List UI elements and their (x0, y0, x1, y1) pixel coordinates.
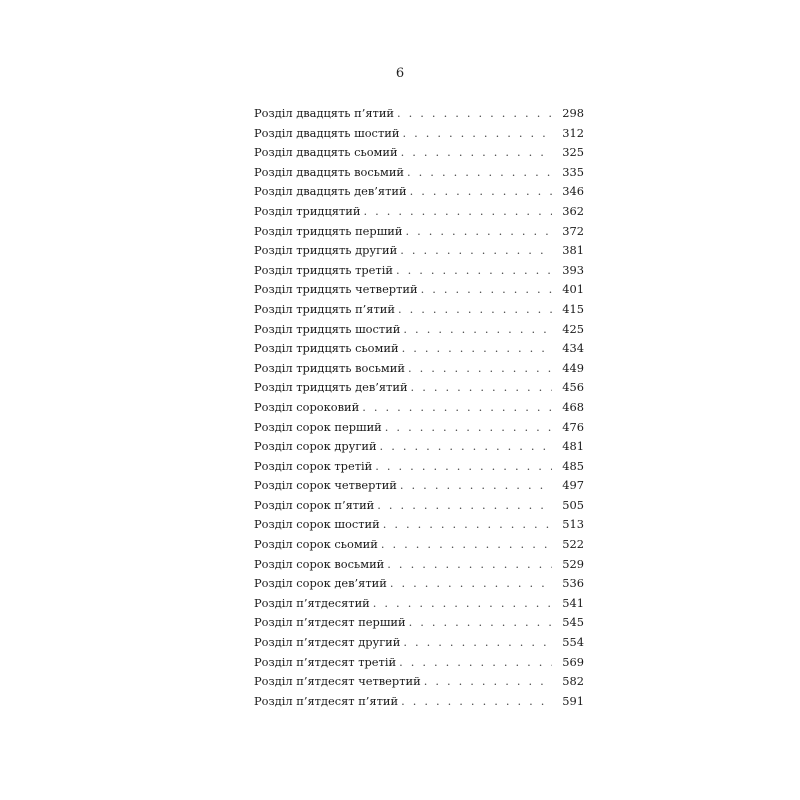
dot-leader (398, 300, 552, 320)
chapter-title: Розділ п’ятдесят четвертий (254, 674, 421, 689)
chapter-title: Розділ сорок шостий (254, 517, 380, 532)
chapter-title: Розділ тридцять другий (254, 243, 398, 258)
chapter-page-number: 591 (562, 693, 584, 708)
chapter-page-number: 312 (562, 125, 584, 140)
chapter-title: Розділ тридцять перший (254, 223, 403, 238)
chapter-title: Розділ п’ятдесят третій (254, 654, 397, 669)
dot-leader (400, 476, 552, 496)
chapter-page-number: 485 (562, 458, 584, 473)
dot-leader (401, 143, 552, 163)
dot-leader (400, 241, 552, 261)
toc-entry (254, 633, 584, 653)
toc-entry (254, 594, 584, 614)
toc-entry (254, 359, 584, 379)
chapter-page-number: 536 (562, 576, 584, 591)
toc-entry (254, 202, 584, 222)
dot-leader (405, 222, 552, 242)
chapter-page-number: 582 (562, 674, 584, 689)
dot-leader (396, 261, 552, 281)
chapter-title: Розділ тридцять третій (254, 262, 393, 277)
chapter-title: Розділ сорок перший (254, 419, 382, 434)
toc-entry (254, 653, 584, 673)
dot-leader (390, 574, 552, 594)
dot-leader (421, 280, 552, 300)
dot-leader (424, 672, 552, 692)
dot-leader (373, 594, 552, 614)
chapter-title: Розділ сороковий (254, 399, 360, 414)
dot-leader (408, 359, 552, 379)
chapter-title: Розділ п’ятдесят другий (254, 635, 401, 650)
toc-entry (254, 535, 584, 555)
chapter-title: Розділ сорок четвертий (254, 478, 397, 493)
chapter-page-number: 415 (562, 301, 584, 316)
chapter-page-number: 497 (562, 478, 584, 493)
chapter-title: Розділ сорок третій (254, 458, 373, 473)
toc-entry (254, 398, 584, 418)
toc-entry (254, 613, 584, 633)
toc-entry (254, 143, 584, 163)
chapter-page-number: 401 (562, 282, 584, 297)
chapter-page-number: 325 (562, 145, 584, 160)
chapter-title: Розділ тридцять п’ятий (254, 301, 395, 316)
toc-entry (254, 300, 584, 320)
chapter-page-number: 298 (562, 106, 584, 120)
chapter-page-number: 346 (562, 184, 584, 199)
chapter-page-number: 456 (562, 380, 584, 395)
dot-leader (403, 633, 552, 653)
dot-leader (377, 496, 552, 516)
chapter-title: Розділ п’ятдесятий (254, 595, 370, 610)
toc-entry (254, 104, 584, 124)
chapter-title: Розділ тридцять четвертий (254, 282, 418, 297)
dot-leader (362, 398, 552, 418)
chapter-title: Розділ сорок другий (254, 439, 377, 454)
dot-leader (385, 418, 552, 438)
chapter-title: Розділ п’ятдесят перший (254, 615, 406, 630)
chapter-title: Розділ тридцять дев’ятий (254, 380, 408, 395)
chapter-title: Розділ сорок сьомий (254, 537, 378, 552)
chapter-title: Розділ п’ятдесят п’ятий (254, 693, 399, 708)
chapter-page-number: 434 (562, 341, 584, 356)
dot-leader (403, 320, 552, 340)
chapter-page-number: 541 (562, 595, 584, 610)
dot-leader (381, 535, 552, 555)
chapter-title: Розділ двадцять шостий (254, 125, 400, 140)
toc-entry (254, 555, 584, 575)
dot-leader (375, 457, 552, 477)
chapter-page-number: 545 (562, 615, 584, 630)
toc-entry (254, 672, 584, 692)
chapter-page-number: 393 (562, 262, 584, 277)
dot-leader (401, 692, 552, 712)
chapter-title: Розділ тридцять восьмий (254, 360, 405, 375)
chapter-page-number: 381 (562, 243, 584, 258)
toc-entry (254, 280, 584, 300)
chapter-page-number: 569 (562, 654, 584, 669)
chapter-page-number: 522 (562, 537, 584, 552)
chapter-page-number: 481 (562, 439, 584, 454)
toc-entry (254, 378, 584, 398)
dot-leader (411, 378, 552, 398)
chapter-title: Розділ сорок дев’ятий (254, 576, 387, 591)
chapter-page-number: 476 (562, 419, 584, 434)
table-of-contents (254, 104, 584, 711)
toc-entry (254, 476, 584, 496)
chapter-title: Розділ двадцять восьмий (254, 164, 405, 179)
toc-entry (254, 339, 584, 359)
toc-entry (254, 320, 584, 340)
dot-leader (397, 104, 552, 124)
dot-leader (402, 124, 552, 144)
toc-entry (254, 222, 584, 242)
toc-entry (254, 182, 584, 202)
chapter-page-number: 554 (562, 635, 584, 650)
toc-entry (254, 515, 584, 535)
chapter-title: Розділ тридцятий (254, 203, 361, 218)
chapter-title: Розділ двадцять п’ятий (254, 106, 394, 120)
chapter-title: Розділ сорок п’ятий (254, 497, 375, 512)
chapter-page-number: 513 (562, 517, 584, 532)
dot-leader (363, 202, 552, 222)
toc-entry (254, 496, 584, 516)
dot-leader (409, 613, 552, 633)
dot-leader (387, 555, 552, 575)
toc-entry (254, 124, 584, 144)
toc-entry (254, 163, 584, 183)
chapter-page-number: 335 (562, 164, 584, 179)
chapter-page-number: 505 (562, 497, 584, 512)
chapter-title: Розділ сорок восьмий (254, 556, 385, 571)
chapter-title: Розділ двадцять сьомий (254, 145, 398, 160)
toc-entry (254, 437, 584, 457)
dot-leader (410, 182, 552, 202)
toc-entry (254, 457, 584, 477)
dot-leader (402, 339, 552, 359)
chapter-page-number: 468 (562, 399, 584, 414)
chapter-title: Розділ двадцять дев’ятий (254, 184, 407, 199)
chapter-title: Розділ тридцять шостий (254, 321, 401, 336)
chapter-page-number: 425 (562, 321, 584, 336)
dot-leader (383, 515, 552, 535)
toc-entry (254, 692, 584, 712)
dot-leader (380, 437, 552, 457)
chapter-title: Розділ тридцять сьомий (254, 341, 399, 356)
toc-entry (254, 261, 584, 281)
chapter-page-number: 362 (562, 203, 584, 218)
toc-entry (254, 241, 584, 261)
page-number: 6 (395, 66, 405, 81)
chapter-page-number: 529 (562, 556, 584, 571)
dot-leader (407, 163, 552, 183)
chapter-page-number: 449 (562, 360, 584, 375)
chapter-page-number: 372 (562, 223, 584, 238)
dot-leader (399, 653, 552, 673)
toc-entry (254, 418, 584, 438)
toc-entry (254, 574, 584, 594)
